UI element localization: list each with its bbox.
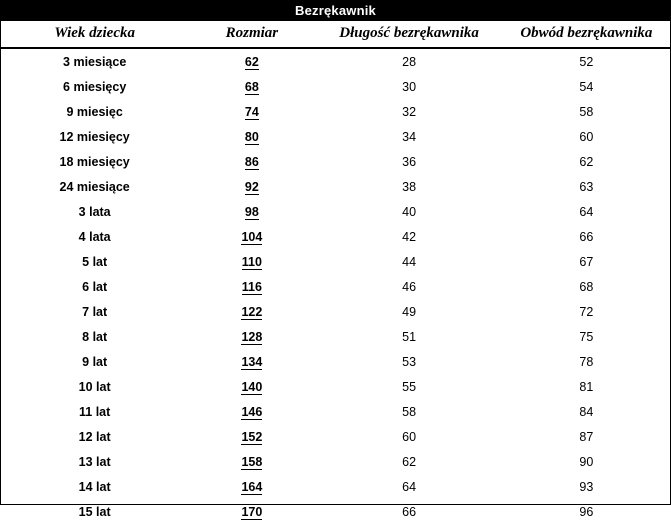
cell-size: [188, 48, 315, 74]
cell-size: [188, 199, 315, 224]
cell-age: 9 miesięc: [66, 104, 123, 119]
cell-size: [188, 99, 315, 124]
cell-size: [188, 474, 315, 499]
cell-age: 14 lat: [78, 479, 111, 494]
cell-age: 15 lat: [78, 504, 111, 519]
cell-age: 3 miesiące: [63, 54, 127, 69]
cell-size-value: 140: [241, 379, 263, 394]
cell-size-value: 92: [244, 179, 259, 194]
cell-length: 30: [402, 79, 417, 94]
cell-age: 6 lat: [82, 279, 108, 294]
cell-age: 9 lat: [82, 354, 108, 369]
cell-size: [188, 399, 315, 424]
cell-length: 49: [402, 304, 417, 319]
cell-length: 40: [402, 204, 417, 219]
table-row: [1, 174, 670, 199]
chart-title: Bezrękawnik: [1, 1, 670, 21]
cell-size: [188, 274, 315, 299]
table-row: [1, 474, 670, 499]
cell-size-value: 134: [241, 354, 263, 369]
cell-length: 46: [402, 279, 417, 294]
cell-age: 6 miesięcy: [63, 79, 127, 94]
cell-size-value: 158: [241, 454, 263, 469]
cell-age: 13 lat: [78, 454, 111, 469]
cell-size: [188, 324, 315, 349]
cell-circumference: 64: [579, 204, 594, 219]
cell-size: [188, 224, 315, 249]
table-row: [1, 424, 670, 449]
cell-size-value: 152: [241, 429, 263, 444]
table-row: [1, 349, 670, 374]
cell-size: [188, 124, 315, 149]
cell-circumference: 67: [579, 254, 594, 269]
cell-size-value: 170: [241, 504, 263, 519]
cell-length: 32: [402, 104, 417, 119]
column-header-size: Rozmiar: [188, 21, 315, 48]
cell-length: 28: [402, 54, 417, 69]
cell-age: 10 lat: [78, 379, 111, 394]
cell-length: 53: [402, 354, 417, 369]
cell-age: 12 lat: [78, 429, 111, 444]
cell-age: 11 lat: [79, 404, 111, 419]
cell-size-value: 146: [241, 404, 263, 419]
cell-circumference: 72: [579, 304, 594, 319]
cell-length: 60: [402, 429, 417, 444]
cell-size-value: 122: [241, 304, 263, 319]
cell-size: [188, 374, 315, 399]
cell-circumference: 81: [579, 379, 594, 394]
cell-age: 24 miesiące: [59, 179, 130, 194]
cell-circumference: 75: [579, 329, 594, 344]
table-row: [1, 449, 670, 474]
column-header-length: Długość bezrękawnika: [315, 21, 502, 48]
cell-length: 42: [402, 229, 417, 244]
table-row: [1, 499, 670, 524]
cell-size: [188, 249, 315, 274]
cell-circumference: 93: [579, 479, 594, 494]
cell-size-value: 104: [241, 229, 263, 244]
cell-circumference: 60: [579, 129, 594, 144]
table-row: [1, 299, 670, 324]
table-row: [1, 249, 670, 274]
cell-circumference: 63: [579, 179, 594, 194]
cell-age: 12 miesięcy: [59, 129, 130, 144]
cell-age: 4 lata: [78, 229, 111, 244]
table-row: [1, 74, 670, 99]
table-row: [1, 48, 670, 74]
cell-age: 3 lata: [78, 204, 111, 219]
cell-circumference: 78: [579, 354, 594, 369]
table-body: [1, 48, 670, 524]
cell-circumference: 87: [579, 429, 594, 444]
cell-size: [188, 299, 315, 324]
cell-length: 44: [402, 254, 417, 269]
cell-size: [188, 174, 315, 199]
cell-size-value: 116: [241, 279, 262, 294]
table-row: [1, 324, 670, 349]
table-row: [1, 99, 670, 124]
column-header-circumference: Obwód bezrękawnika: [503, 21, 670, 48]
cell-size-value: 128: [241, 329, 263, 344]
cell-age: 5 lat: [82, 254, 108, 269]
cell-length: 58: [402, 404, 417, 419]
cell-size-value: 110: [241, 254, 262, 269]
cell-size-value: 164: [241, 479, 263, 494]
cell-age: 18 miesięcy: [59, 154, 130, 169]
cell-circumference: 68: [579, 279, 594, 294]
table-row: [1, 374, 670, 399]
cell-length: 51: [402, 329, 417, 344]
table-header: [1, 21, 670, 48]
table-row: [1, 274, 670, 299]
cell-age: 8 lat: [82, 329, 108, 344]
cell-circumference: 84: [579, 404, 594, 419]
cell-circumference: 96: [579, 504, 594, 519]
cell-size-value: 80: [244, 129, 259, 144]
cell-length: 64: [402, 479, 417, 494]
cell-size: [188, 424, 315, 449]
cell-length: 38: [402, 179, 417, 194]
table-header-row: [1, 21, 670, 48]
table-row: [1, 399, 670, 424]
cell-circumference: 66: [579, 229, 594, 244]
cell-size: [188, 349, 315, 374]
column-header-age: Wiek dziecka: [1, 21, 188, 48]
cell-size: [188, 449, 315, 474]
cell-circumference: 52: [579, 54, 594, 69]
cell-length: 34: [402, 129, 417, 144]
cell-length: 55: [402, 379, 417, 394]
cell-length: 62: [402, 454, 417, 469]
table-row: [1, 199, 670, 224]
cell-circumference: 62: [579, 154, 594, 169]
cell-size-value: 68: [244, 79, 259, 94]
cell-length: 66: [402, 504, 417, 519]
cell-size: [188, 74, 315, 99]
cell-size: [188, 149, 315, 174]
cell-circumference: 54: [579, 79, 594, 94]
cell-size-value: 86: [244, 154, 259, 169]
table-row: [1, 224, 670, 249]
cell-length: 36: [402, 154, 417, 169]
cell-age: 7 lat: [82, 304, 108, 319]
table-row: [1, 149, 670, 174]
cell-circumference: 58: [579, 104, 594, 119]
table-row: [1, 124, 670, 149]
cell-size-value: 74: [244, 104, 259, 119]
cell-circumference: 90: [579, 454, 594, 469]
cell-size: [188, 499, 315, 524]
cell-size-value: 62: [244, 54, 259, 69]
size-table: [1, 21, 670, 524]
cell-size-value: 98: [244, 204, 259, 219]
